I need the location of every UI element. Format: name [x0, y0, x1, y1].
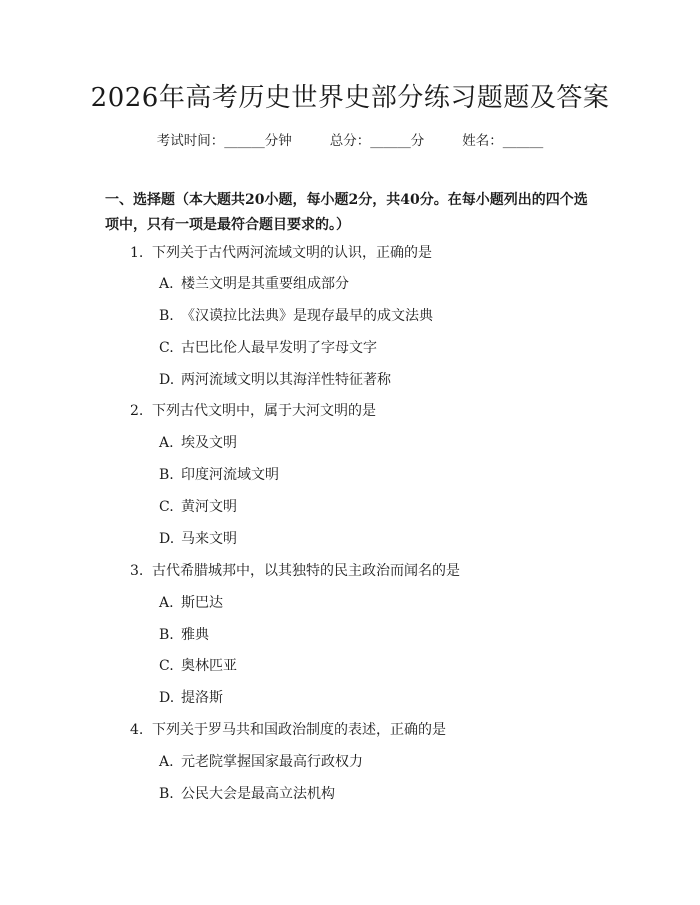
option-text: 公民大会是最高立法机构 — [181, 786, 335, 802]
option-letter: A. — [159, 276, 174, 292]
question-1-option-b — [159, 306, 599, 326]
question-number: 2. — [130, 403, 144, 419]
question-text: 古代希腊城邦中，以其独特的民主政治而闻名的是 — [152, 563, 460, 579]
option-letter: D. — [159, 372, 175, 388]
option-letter: B. — [159, 786, 174, 802]
exam-time-label: 考试时间：______分钟 — [156, 133, 292, 149]
option-text: 埃及文明 — [181, 435, 237, 451]
page-title: 2026年高考历史世界史部分练习题题及答案 — [90, 83, 610, 113]
question-1-option-a — [159, 274, 599, 294]
question-2-option-a — [159, 433, 599, 453]
question-text: 下列关于古代两河流域文明的认识，正确的是 — [152, 245, 432, 261]
exam-meta — [0, 131, 700, 151]
question-1-option-c — [159, 338, 599, 358]
option-text: 《汉谟拉比法典》是现存最早的成文法典 — [181, 308, 433, 324]
option-text: 印度河流域文明 — [181, 467, 279, 483]
option-text: 楼兰文明是其重要组成部分 — [181, 276, 349, 292]
question-4 — [130, 720, 600, 740]
option-text: 雅典 — [181, 627, 209, 643]
question-1 — [130, 243, 600, 263]
question-3-option-c — [159, 656, 599, 676]
option-text: 奥林匹亚 — [181, 658, 237, 674]
option-letter: C. — [159, 340, 174, 356]
option-letter: C. — [159, 499, 174, 515]
option-letter: A. — [159, 754, 174, 770]
question-number: 1. — [130, 245, 144, 261]
question-number: 3. — [130, 563, 144, 579]
question-3-option-a — [159, 593, 599, 613]
section-heading: 一、选择题（本大题共20小题，每小题2分，共40分。在每小题列出的四个选项中，只有一项是最符合题目要求的。） — [105, 192, 588, 233]
total-score-label: 总分：______分 — [329, 133, 425, 149]
question-1-option-d — [159, 370, 599, 390]
option-text: 斯巴达 — [181, 595, 223, 611]
question-4-option-b — [159, 784, 599, 804]
option-letter: D. — [159, 531, 175, 547]
option-letter: B. — [159, 308, 174, 324]
option-text: 黄河文明 — [181, 499, 237, 515]
student-name-label: 姓名：______ — [462, 133, 544, 149]
option-letter: A. — [159, 595, 174, 611]
option-text: 两河流域文明以其海洋性特征著称 — [181, 372, 391, 388]
question-2 — [130, 401, 600, 421]
option-text: 古巴比伦人最早发明了字母文字 — [181, 340, 377, 356]
option-text: 元老院掌握国家最高行政权力 — [181, 754, 363, 770]
question-2-option-b — [159, 465, 599, 485]
question-3-option-d — [159, 688, 599, 708]
option-letter: B. — [159, 627, 174, 643]
question-3-option-b — [159, 625, 599, 645]
option-letter: B. — [159, 467, 174, 483]
question-2-option-c — [159, 497, 599, 517]
option-text: 马来文明 — [181, 531, 237, 547]
option-letter: D. — [159, 690, 175, 706]
question-4-option-a — [159, 752, 599, 772]
question-text: 下列关于罗马共和国政治制度的表述，正确的是 — [152, 722, 446, 738]
question-number: 4. — [130, 722, 144, 738]
option-letter: A. — [159, 435, 174, 451]
option-text: 提洛斯 — [181, 690, 223, 706]
question-text: 下列古代文明中，属于大河文明的是 — [152, 403, 376, 419]
question-2-option-d — [159, 529, 599, 549]
question-3 — [130, 561, 600, 581]
option-letter: C. — [159, 658, 174, 674]
